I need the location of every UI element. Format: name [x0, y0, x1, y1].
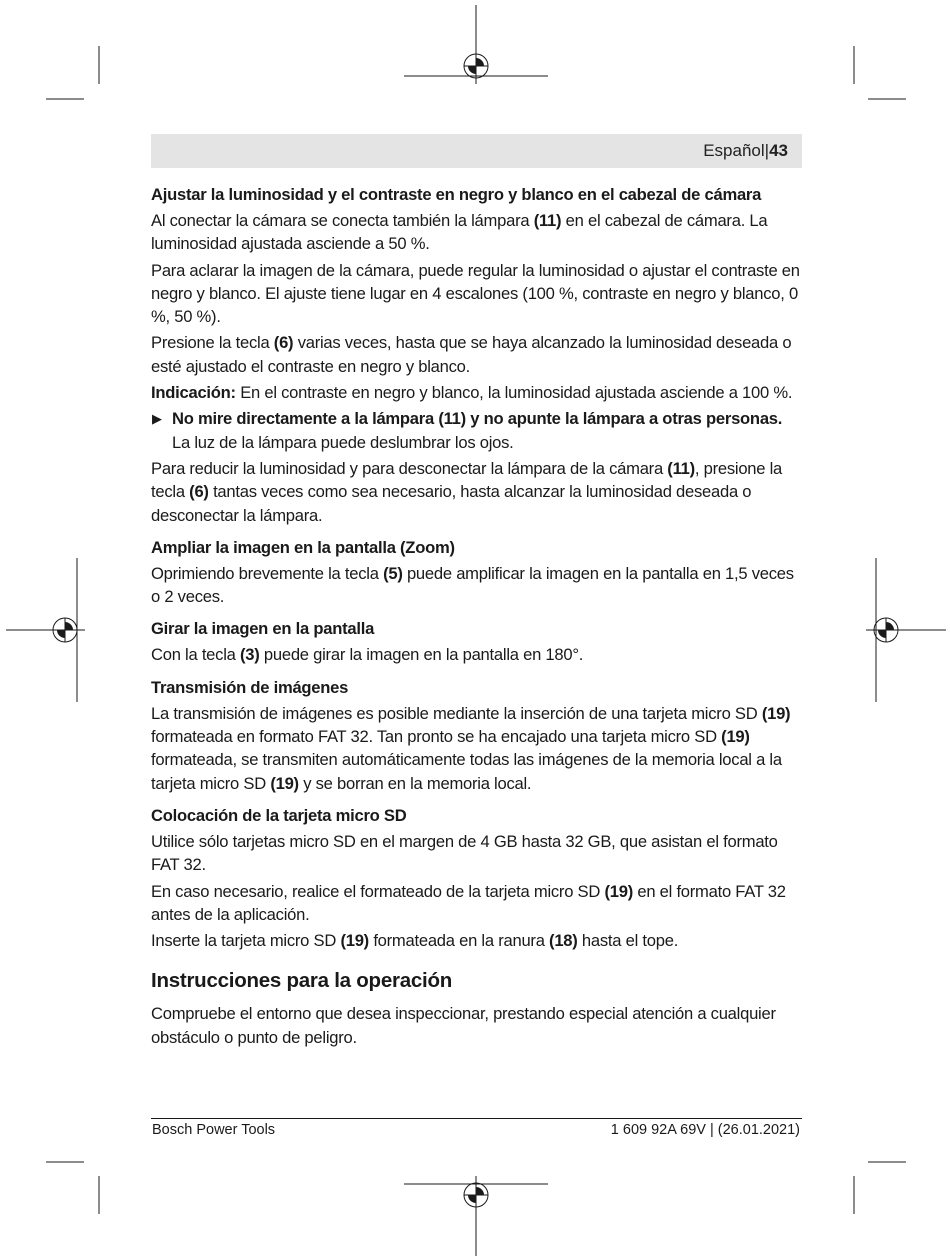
part-reference: (5) — [383, 563, 403, 583]
page-number: 43 — [769, 141, 788, 160]
warning-text: La luz de la lámpara puede deslumbrar los ojos. — [172, 432, 514, 452]
paragraph: Utilice sólo tarjetas micro SD en el margen de 4 GB hasta 32 GB, que asistan el formato FAT 32. — [151, 831, 778, 875]
paragraph: En caso necesario, realice el formateado de la tarjeta micro SD (19) en el formato FAT 32 antes de la aplicación. — [151, 881, 786, 924]
paragraph: La transmisión de imágenes es posible mediante la inserción de una tarjeta micro SD (19) formateada en formato FAT 32. Tan pronto se ha encajado una tarjeta micro SD (19) formateada, se transmiten automáticamente todas las imágenes de la memoria local a la tarjeta micro SD (19) y se borran en la memoria local. — [151, 703, 791, 793]
part-reference: (19) — [604, 881, 633, 901]
part-reference: (18) — [549, 931, 578, 951]
section-title-zoom: Ampliar la imagen en la pantalla (Zoom) — [151, 537, 455, 557]
part-reference: (19) — [270, 773, 299, 793]
header-label — [703, 141, 788, 161]
part-reference: (11) — [667, 458, 695, 478]
footer-document-id: 1 609 92A 69V | (26.01.2021) — [610, 1122, 800, 1138]
part-reference: (6) — [189, 482, 209, 502]
section-title-sdcard: Colocación de la tarjeta micro SD — [151, 805, 407, 825]
section-title-transfer: Transmisión de imágenes — [151, 677, 349, 697]
part-reference: (11) — [533, 211, 562, 230]
paragraph: Inserte la tarjeta micro SD (19) formateada en la ranura (18) hasta el tope. — [151, 931, 679, 951]
part-reference: (3) — [240, 645, 260, 665]
paragraph: Oprimiendo brevemente la tecla (5) puede amplificar la imagen en la pantalla en 1,5 veces o 2 veces. — [151, 563, 794, 607]
part-reference: (19) — [340, 931, 369, 951]
page-header — [151, 134, 802, 168]
paragraph: Al conectar la cámara se conecta también la lámpara (11) en el cabezal de cámara. La luminosidad ajustada asciende a 50 %. — [151, 211, 768, 254]
document-body — [151, 183, 802, 1052]
footer-divider — [151, 1118, 802, 1119]
header-language: Español — [703, 141, 765, 160]
header-separator: | — [764, 141, 770, 160]
paragraph: Compruebe el entorno que desea inspeccionar, prestando especial atención a cualquier obstáculo o punto de peligro. — [151, 1004, 776, 1047]
section-title-operation: Instrucciones para la operación — [151, 969, 452, 993]
paragraph: Con la tecla (3) puede girar la imagen en la pantalla en 180°. — [151, 645, 584, 665]
warning-bold-text: No mire directamente a la lámpara (11) y no apunte la lámpara a otras personas. — [172, 409, 783, 429]
warning-triangle-icon: ▶ — [152, 411, 162, 427]
part-reference: (6) — [273, 333, 294, 353]
footer-brand: Bosch Power Tools — [152, 1122, 276, 1138]
paragraph: Presione la tecla (6) varias veces, hasta que se haya alcanzado la luminosidad deseada o esté ajustado el contraste en negro y blanco. — [151, 333, 792, 376]
paragraph: Para aclarar la imagen de la cámara, puede regular la luminosidad o ajustar el contraste en negro y blanco. El ajuste tiene lugar en 4 escalones (100 %, contraste en negro y blanco, 0 %, 50 %). — [151, 260, 800, 327]
section-title-brightness: Ajustar la luminosidad y el contraste en negro y blanco en el cabezal de cámara — [151, 185, 762, 204]
note-label: Indicación: — [151, 383, 236, 403]
paragraph: Para reducir la luminosidad y para desconectar la lámpara de la cámara (11), presione la tecla (6) tantas veces como sea necesario, hasta alcanzar la luminosidad deseada o desconectar la lámpara. — [151, 458, 783, 525]
section-title-rotate: Girar la imagen en la pantalla — [151, 619, 375, 639]
note: Indicación: En el contraste en negro y blanco, la luminosidad ajustada asciende a 100 %. — [151, 383, 793, 403]
part-reference: (19) — [721, 727, 750, 747]
part-reference: (19) — [761, 703, 791, 723]
safety-warning — [151, 407, 802, 454]
